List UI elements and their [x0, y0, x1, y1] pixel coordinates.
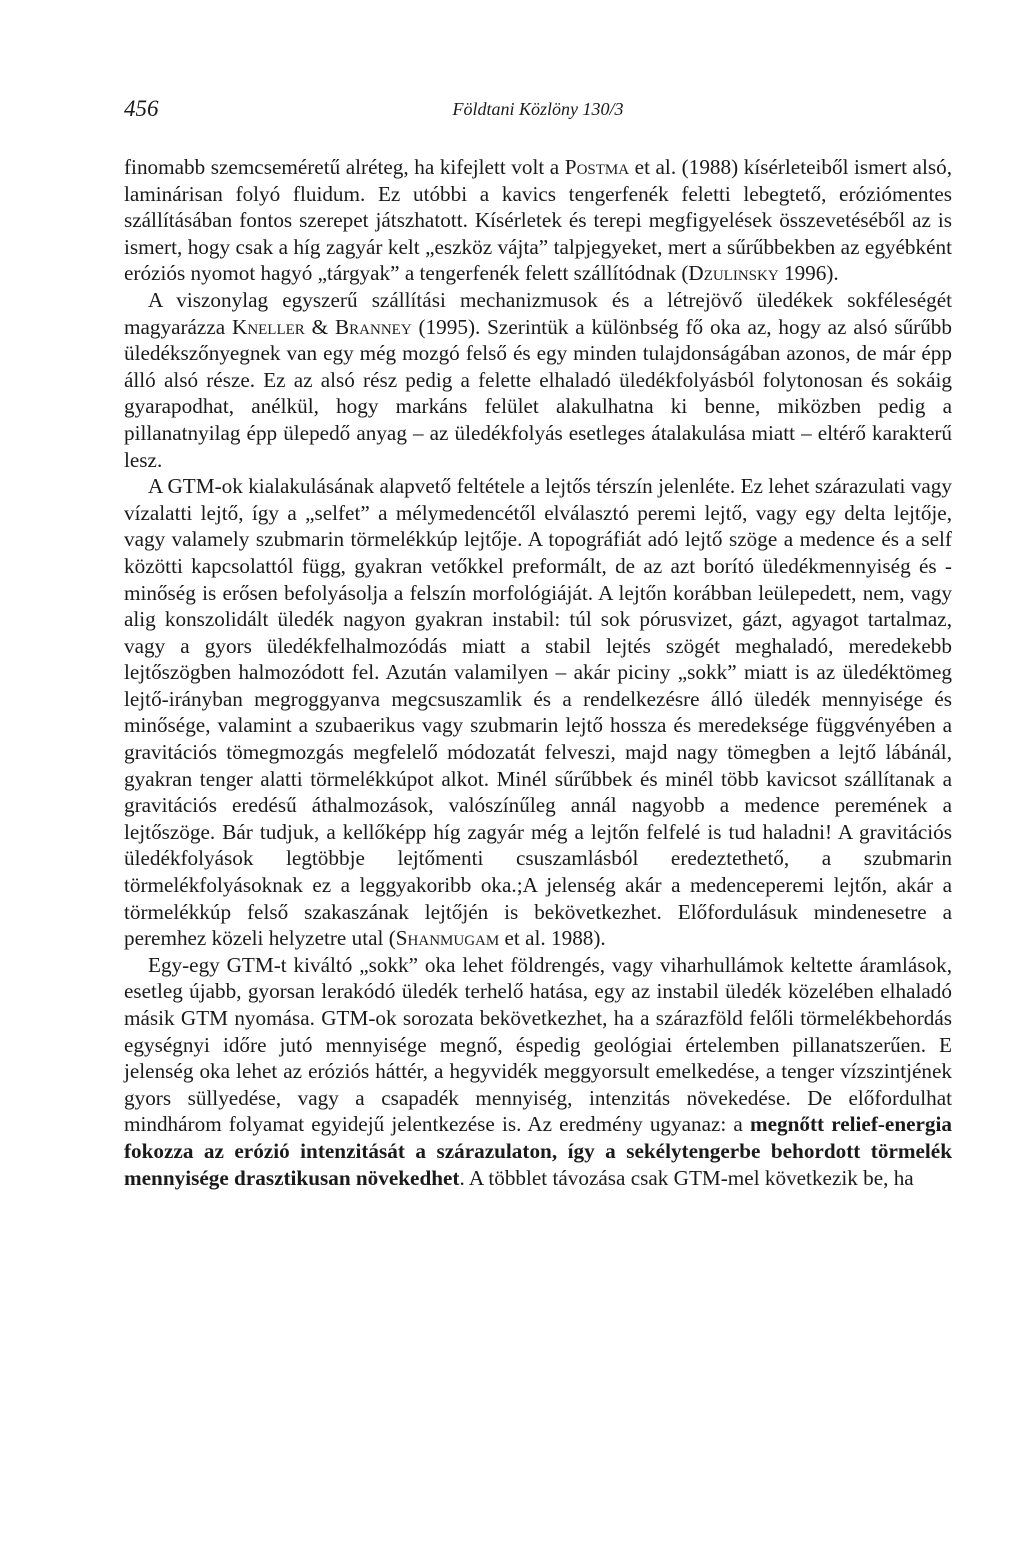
emphasis-bold: megnőtt relief-energia fokozza az erózió intenzitását a szárazulaton, így a sekélytengerbe behordott törmelék mennyisége drasztikusan növekedhet: [124, 1112, 952, 1190]
paragraph-1: finomabb szemcseméretű alréteg, ha kifejlett volt a Postma et al. (1988) kísérleteiből ismert alsó, laminárisan folyó fluidum. Ez utóbbi a kavics tengerfenék feletti lebegtető, eróziómentes szállításában fontos szerepet játszhatott. Kísérletek és terepi megfigyelések összevetéséből az is ismert, hogy csak a híg zagyár kelt „eszköz vájta” talpjegyeket, mert a sűrűbbekben az egyébként eróziós nyomot hagyó „tárgyak” a tengerfenék felett szállítódnak (Dzulinsky 1996).: [124, 155, 952, 286]
paragraph-3: A GTM-ok kialakulásának alapvető feltétele a lejtős térszín jelenléte. Ez lehet szárazulati vagy vízalatti lejtő, így a „selfet” a mélymedencétől elválasztó peremi lejtő, vagy egy delta lejtője, vagy valamely szubmarin törmelékkúp lejtője. A topográfiát adó lejtő szöge a medence és a self közötti kapcsolattól függ, gyakran vetőkkel preformált, de az azt borító üledékmennyiség és -minőség is erősen befolyásolja a felszín morfológiáját. A lejtőn korábban leülepedett, nem, vagy alig konszolidált üledék nagyon gyakran instabil: túl sok pórusvizet, gázt, agyagot tartalmaz, vagy a gyors üledékfelhalmozódás miatt a stabil lejtés szögét meghaladó, meredekebb lejtőszögben halmozódott fel. Azután valamilyen – akár piciny „sokk” miatt is az üledéktömeg lejtő-irányban megroggyanva megcsuszamlik és a rendelkezésre álló üledék mennyisége és minősége, valamint a szubaerikus vagy szubmarin lejtő hossza és meredeksége függvényében a gravitációs tömegmozgás megfelelő módozatát felveszi, majd nagy tömegben a lejtő lábánál, gyakran tenger alatti törmelékkúpot alkot. Minél sűrűbbek és minél több kavicsot szállítanak a gravitációs eredésű áthalmozások, valószínűleg annál nagyobb a medence peremének a lejtőszöge. Bár tudjuk, a kellőképp híg zagyár még a lejtőn felfelé is tud haladni! A gravitációs üledékfolyások legtöbbje lejtőmenti csuszamlásból eredeztethető, a szubmarin törmelékfolyásoknak ez a leggyakoribb oka.;A jelenség akár a medenceperemi lejtőn, akár a törmelékkúp felső szakaszának lejtőjén is bekövetkezhet. Előfordulásuk mindenesetre a peremhez közeli helyzetre utal (Shanmugam et al. 1988).: [124, 474, 952, 951]
citation-author: Dzulinsky: [688, 261, 779, 286]
citation-author: Kneller: [232, 314, 305, 339]
paragraph-2: A viszonylag egyszerű szállítási mechanizmusok és a létrejövő üledékek sokféleségét magyarázza Kneller & Branney (1995). Szerintük a különbség fő oka az, hogy az alsó sűrűbb üledékszőnyegnek van egy még mozgó felső és egy minden tulajdonságában azonos, de már épp álló alsó része. Ez az alsó rész pedig a felette elhaladó üledékfolyásból folytonosan és sokáig gyarapodhat, anélkül, hogy markáns felület alakulhatna ki benne, miközben pedig a pillanatnyilag épp ülepedő anyag – az üledékfolyás esetleges átalakulása miatt – eltérő karakterű lesz.: [124, 287, 952, 472]
page-header: [124, 96, 952, 124]
citation-author: Branney: [335, 314, 412, 339]
paragraph-4: Egy-egy GTM-t kiváltó „sokk” oka lehet földrengés, vagy viharhullámok keltette áramlások, esetleg újabb, gyorsan lerakódó üledék terhelő hatása, egy az instabil üledék közelében elhaladó másik GTM nyomása. GTM-ok sorozata bekövetkezhet, ha a szárazföld felőli törmelékbehordás egységnyi időre jutó mennyisége megnő, éspedig geológiai értelemben pillanatszerűen. E jelenség oka lehet az eróziós háttér, a hegyvidék meggyorsult emelkedése, a tenger vízszintjének gyors süllyedése, vagy a csapadék mennyiség, intenzitás növekedése. De előfordulhat mindhárom folyamat egyidejű jelentkezése is. Az eredmény ugyanaz: a megnőtt relief-energia fokozza az erózió intenzitását a szárazulaton, így a sekélytengerbe behordott törmelék mennyisége drasztikusan növekedhet. A többlet távozása csak GTM-mel következik be, ha: [124, 952, 952, 1190]
body-text: [124, 154, 952, 1191]
page-number: 456: [124, 96, 159, 121]
citation-author: Postma: [564, 155, 630, 179]
journal-title: Földtani Közlöny 130/3: [452, 99, 624, 119]
citation-author: Shanmugam: [395, 926, 500, 951]
